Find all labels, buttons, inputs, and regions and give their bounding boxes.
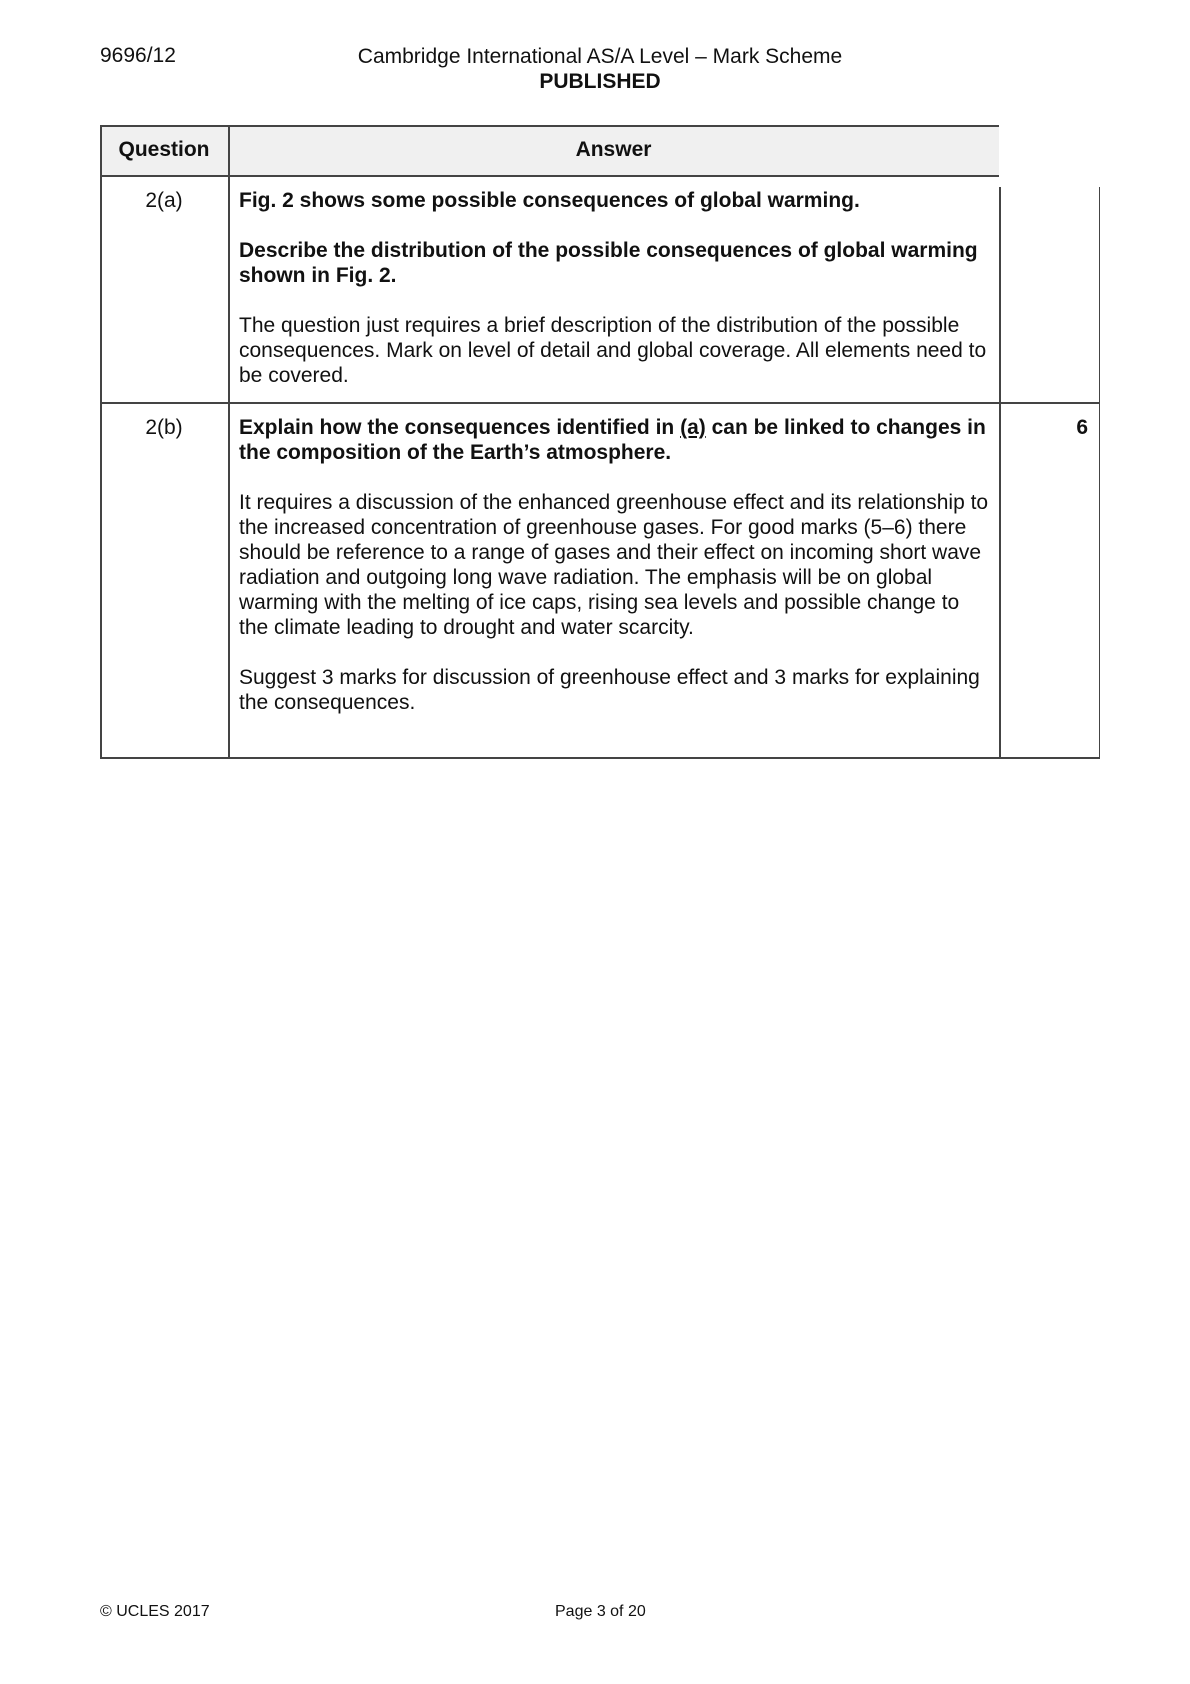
grid-line — [228, 125, 230, 759]
marks-value: 6 — [1076, 416, 1088, 439]
question-number: 2(b) — [145, 416, 183, 439]
column-header-question: Question — [100, 125, 228, 175]
task-text: Explain how the consequences identified in — [239, 416, 681, 439]
header-status: PUBLISHED — [539, 70, 661, 93]
question-number: 2(a) — [145, 189, 183, 212]
marking-guidance: It requires a discussion of the enhanced greenhouse effect and its relationship to the increased concentration of greenhouse gases. For good marks (5–6) there should be reference to a range of gases and their effect on incoming short wave radiation and outgoing long wave radiation. The emphasis will be on global warming with the melting of ice caps, rising sea levels and possible change to the climate leading to drought and water scarcity. — [239, 491, 989, 639]
answer-cell — [239, 415, 989, 715]
question-task — [239, 415, 989, 465]
part-reference: (a) — [680, 416, 706, 439]
copyright: © UCLES 2017 — [100, 1603, 210, 1620]
grid-line — [100, 402, 1100, 404]
page-number: Page 3 of 20 — [555, 1603, 646, 1620]
document-code: 9696/12 — [100, 44, 176, 67]
grid-line — [999, 187, 1001, 759]
question-prompt: Fig. 2 shows some possible consequences of global warming. — [239, 189, 860, 212]
marking-guidance: The question just requires a brief description of the distribution of the possible consequences. Mark on level of detail and global coverage. All elements need to be covered. — [239, 314, 987, 387]
grid-line — [100, 757, 1100, 759]
header-title: Cambridge International AS/A Level – Mark Scheme — [357, 45, 843, 68]
page-header — [100, 44, 1100, 94]
task-text: can be linked to changes in the composition of the Earth’s atmosphere. — [239, 416, 986, 464]
mark-allocation: Suggest 3 marks for discussion of greenhouse effect and 3 marks for explaining the consequences. — [239, 666, 980, 714]
column-header-answer: Answer — [228, 125, 999, 175]
grid-line — [100, 125, 102, 759]
grid-line — [100, 175, 999, 177]
answer-cell — [239, 188, 989, 388]
question-task: Describe the distribution of the possible consequences of global warming shown in Fig. 2. — [239, 239, 978, 287]
grid-line — [100, 125, 999, 127]
grid-line — [1099, 187, 1101, 759]
